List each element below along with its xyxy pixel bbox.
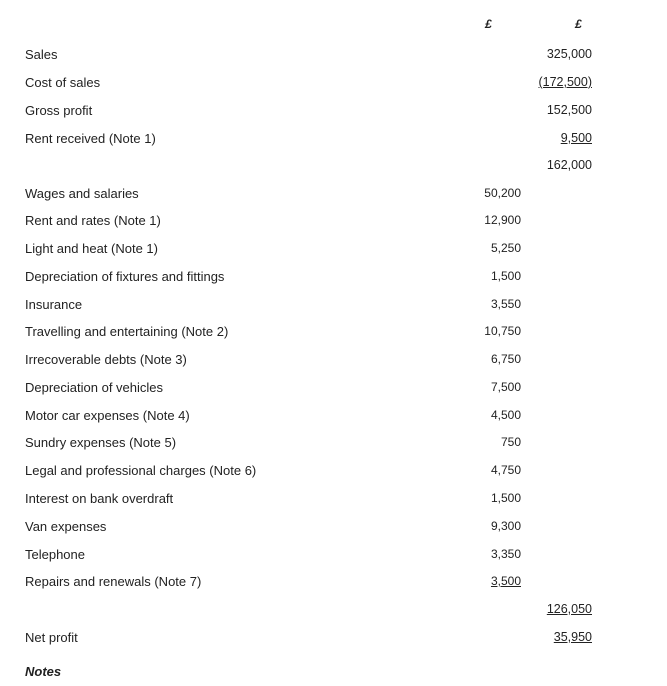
table-row (0, 491, 667, 511)
table-row (0, 269, 667, 289)
column-2-value: 325,000 (546, 47, 592, 61)
row-label: Motor car expenses (Note 4) (25, 408, 190, 423)
row-label: Telephone (25, 547, 85, 562)
table-row (0, 547, 667, 567)
row-label: Travelling and entertaining (Note 2) (25, 324, 229, 339)
column-header-1: £ (485, 17, 492, 31)
column-1-value: 1,500 (490, 269, 521, 283)
column-2-value: 9,500 (560, 131, 592, 145)
column-1-value: 3,550 (490, 297, 521, 311)
row-label: Sundry expenses (Note 5) (25, 435, 177, 450)
table-row (0, 103, 667, 123)
notes-heading: Notes (25, 664, 62, 679)
table-row (0, 519, 667, 539)
table-row (0, 463, 667, 483)
column-2-value: 162,000 (546, 158, 592, 172)
row-label: Net profit (25, 630, 78, 645)
column-1-value: 10,750 (484, 324, 521, 338)
column-1-value: 7,500 (490, 380, 521, 394)
row-label: Irrecoverable debts (Note 3) (25, 352, 187, 367)
table-row (0, 408, 667, 428)
table-row (0, 297, 667, 317)
column-1-value: 12,900 (484, 213, 521, 227)
row-label: Sales (25, 47, 58, 62)
row-label: Insurance (25, 297, 83, 312)
column-1-value: 3,350 (490, 547, 521, 561)
row-label: Depreciation of vehicles (25, 380, 164, 395)
column-1-value: 1,500 (490, 491, 521, 505)
column-1-value: 50,200 (484, 186, 521, 200)
table-row (0, 241, 667, 261)
table-row (0, 213, 667, 233)
row-label: Rent and rates (Note 1) (25, 213, 161, 228)
table-row (0, 131, 667, 151)
table-row (0, 186, 667, 206)
column-2-value: 126,050 (546, 602, 592, 616)
column-header-2: £ (575, 17, 582, 31)
row-label: Cost of sales (25, 75, 101, 90)
table-row (0, 574, 667, 594)
row-label: Wages and salaries (25, 186, 139, 201)
row-label: Repairs and renewals (Note 7) (25, 574, 202, 589)
column-1-value: 750 (500, 435, 521, 449)
column-1-value: 5,250 (490, 241, 521, 255)
column-2-value: (172,500) (538, 75, 592, 89)
table-row (0, 324, 667, 344)
table-row (0, 158, 667, 178)
table-row (0, 380, 667, 400)
table-row (0, 75, 667, 95)
row-label: Depreciation of fixtures and fittings (25, 269, 225, 284)
column-1-value: 9,300 (490, 519, 521, 533)
row-label: Gross profit (25, 103, 93, 118)
table-row (0, 435, 667, 455)
column-1-value: 4,500 (490, 408, 521, 422)
column-1-value: 6,750 (490, 352, 521, 366)
column-2-value: 35,950 (553, 630, 592, 644)
row-label: Van expenses (25, 519, 107, 534)
row-label: Rent received (Note 1) (25, 131, 156, 146)
table-row (0, 47, 667, 67)
table-row (0, 352, 667, 372)
table-row (0, 602, 667, 622)
column-2-value: 152,500 (546, 103, 592, 117)
column-1-value: 3,500 (490, 574, 521, 588)
column-1-value: 4,750 (490, 463, 521, 477)
row-label: Light and heat (Note 1) (25, 241, 158, 256)
row-label: Interest on bank overdraft (25, 491, 174, 506)
row-label: Legal and professional charges (Note 6) (25, 463, 257, 478)
table-row (0, 630, 667, 650)
